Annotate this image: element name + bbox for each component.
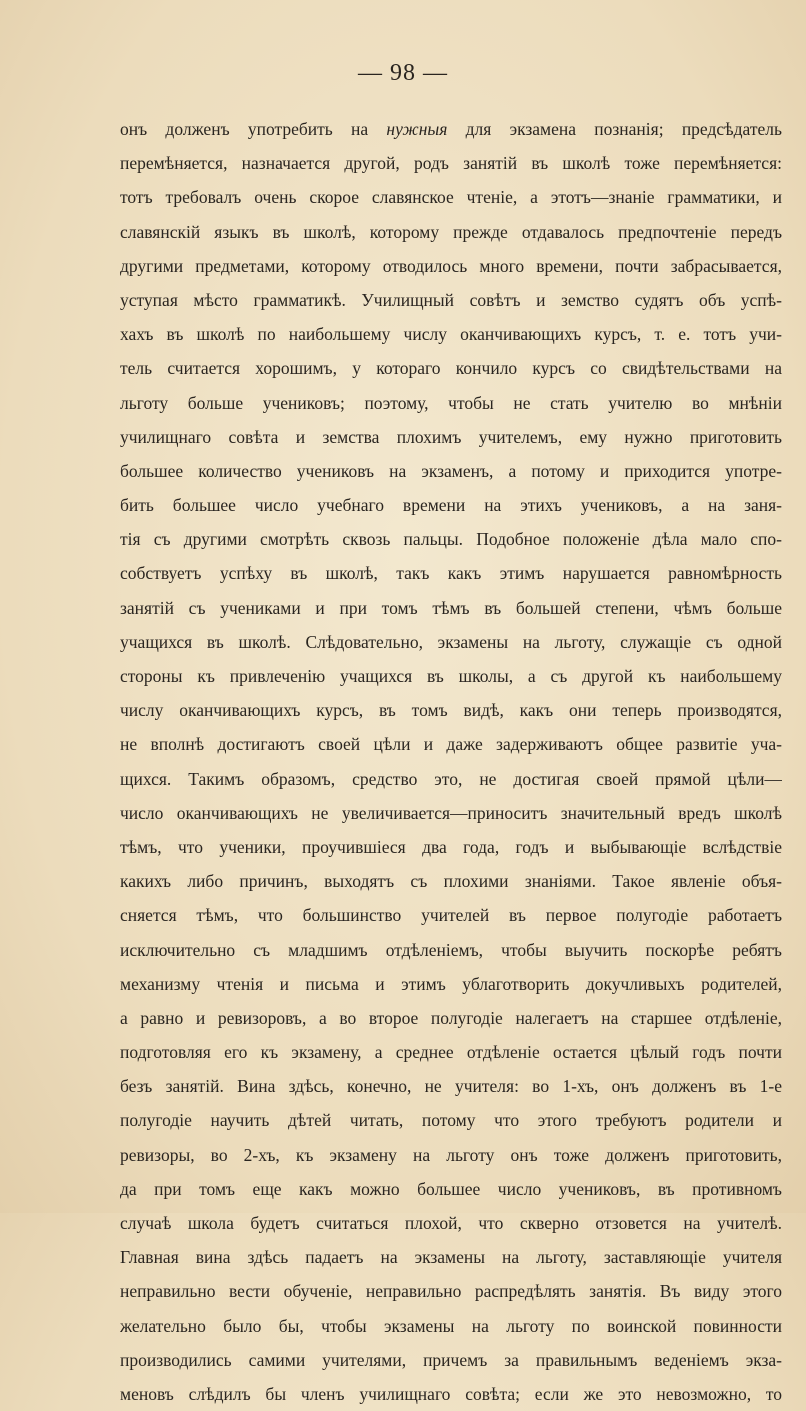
text-line: Главная вина здѣсь падаетъ на экзамены на льготу, заставляющіе учителя (120, 1247, 782, 1268)
text-line: стороны къ привлеченію учащихся въ школы, а съ другой къ наибольшему (120, 666, 782, 686)
text-line: да при томъ еще какъ можно большее число учениковъ, въ противномъ (120, 1178, 782, 1199)
text-line: безъ занятій. Вина здѣсь, конечно, не учителя: во 1-хъ, онъ долженъ въ 1-е (120, 1076, 782, 1097)
text-line: учащихся въ школѣ. Слѣдовательно, экзамены на льготу, служащіе съ одной (120, 631, 782, 652)
text-line: исключительно съ младшимъ отдѣленіемъ, чтобы выучить поскорѣе ребятъ (120, 939, 782, 960)
text-line: училищнаго совѣта и земства плохимъ учителемъ, ему нужно приготовить (120, 426, 782, 447)
text-line: сняется тѣмъ, что большинство учителей въ первое полугодіе работаетъ (120, 905, 782, 926)
text-line: какихъ либо причинъ, выходятъ съ плохими знаніями. Такое явленіе объя- (120, 871, 782, 892)
text-line: уступая мѣсто грамматикѣ. Училищный совѣтъ и земство судятъ объ успѣ- (120, 289, 782, 310)
text-line: другими предметами, которому отводилось много времени, почти забрасывается, (120, 255, 782, 276)
page-number: — 98 — (358, 60, 448, 86)
text-line: хахъ въ школѣ по наибольшему числу оканчивающихъ курсъ, т. е. тотъ учи- (120, 324, 782, 345)
text-line: бить большее число учебнаго времени на этихъ учениковъ, а на заня- (120, 495, 782, 516)
text-line: большее количество учениковъ на экзаменъ, а потому и приходится употре- (120, 460, 782, 481)
text-line: случаѣ школа будетъ считаться плохой, что скверно отзовется на учителѣ. (120, 1213, 782, 1233)
text-line: тѣмъ, что ученики, проучившіеся два года, годъ и выбывающіе вслѣдствіе (120, 836, 782, 857)
body-text (120, 112, 782, 1411)
text-line: тія съ другими смотрѣть сквозь пальцы. Подобное положеніе дѣла мало спо- (120, 529, 782, 550)
text-line: славянскій языкъ въ школѣ, которому прежде отдавалось предпочтеніе передъ (120, 221, 782, 242)
text-line: собствуетъ успѣху въ школѣ, такъ какъ этимъ нарушается равномѣрность (120, 563, 782, 584)
text-line: занятій съ учениками и при томъ тѣмъ въ большей степени, чѣмъ больше (120, 597, 782, 618)
emphasized-word: нужныя (386, 119, 448, 139)
text-line: число оканчивающихъ не увеличивается—приноситъ значительный вредъ школѣ (120, 802, 782, 823)
text-line: производились самими учителями, причемъ за правильнымъ веденіемъ экза- (120, 1349, 782, 1370)
text-line: перемѣняется, назначается другой, родъ занятій въ школѣ тоже перемѣняется: (120, 153, 782, 174)
text-line: тотъ требовалъ очень скорое славянское чтеніе, а этотъ—знаніе грамматики, и (120, 187, 782, 208)
text-line: а равно и ревизоровъ, а во второе полугодіе налегаетъ на старшее отдѣленіе, (120, 1007, 782, 1028)
text-line: числу оканчивающихъ курсъ, въ томъ видѣ, какъ они теперь производятся, (120, 700, 782, 721)
text-line: желательно было бы, чтобы экзамены на льготу по воинской повинности (120, 1315, 782, 1336)
text-line: онъ долженъ употребить на нужныя для экзамена познанія; предсѣдатель (120, 119, 782, 139)
text-line: неправильно вести обученіе, неправильно распредѣлять занятія. Въ виду этого (120, 1281, 782, 1302)
text-line: не вполнѣ достигаютъ своей цѣли и даже задерживаютъ общее развитіе уча- (120, 734, 782, 755)
text-line: щихся. Такимъ образомъ, средство это, не достигая своей прямой цѣли— (120, 768, 782, 789)
text-line: механизму чтенія и письма и этимъ ублаготворить докучливыхъ родителей, (120, 973, 782, 994)
text-line: полугодіе научить дѣтей читать, потому что этого требуютъ родители и (120, 1110, 782, 1131)
text-line: тель считается хорошимъ, у котораго кончило курсъ со свидѣтельствами на (120, 358, 782, 379)
text-line: подготовляя его къ экзамену, а среднее отдѣленіе остается цѣлый годъ почти (120, 1042, 782, 1063)
text-line: льготу больше учениковъ; поэтому, чтобы не стать учителю во мнѣніи (120, 392, 782, 413)
text-line: ревизоры, во 2-хъ, къ экзамену на льготу онъ тоже долженъ приготовить, (120, 1144, 782, 1165)
text-line: меновъ слѣдилъ бы членъ училищнаго совѣта; если же это невозможно, то (120, 1383, 782, 1404)
